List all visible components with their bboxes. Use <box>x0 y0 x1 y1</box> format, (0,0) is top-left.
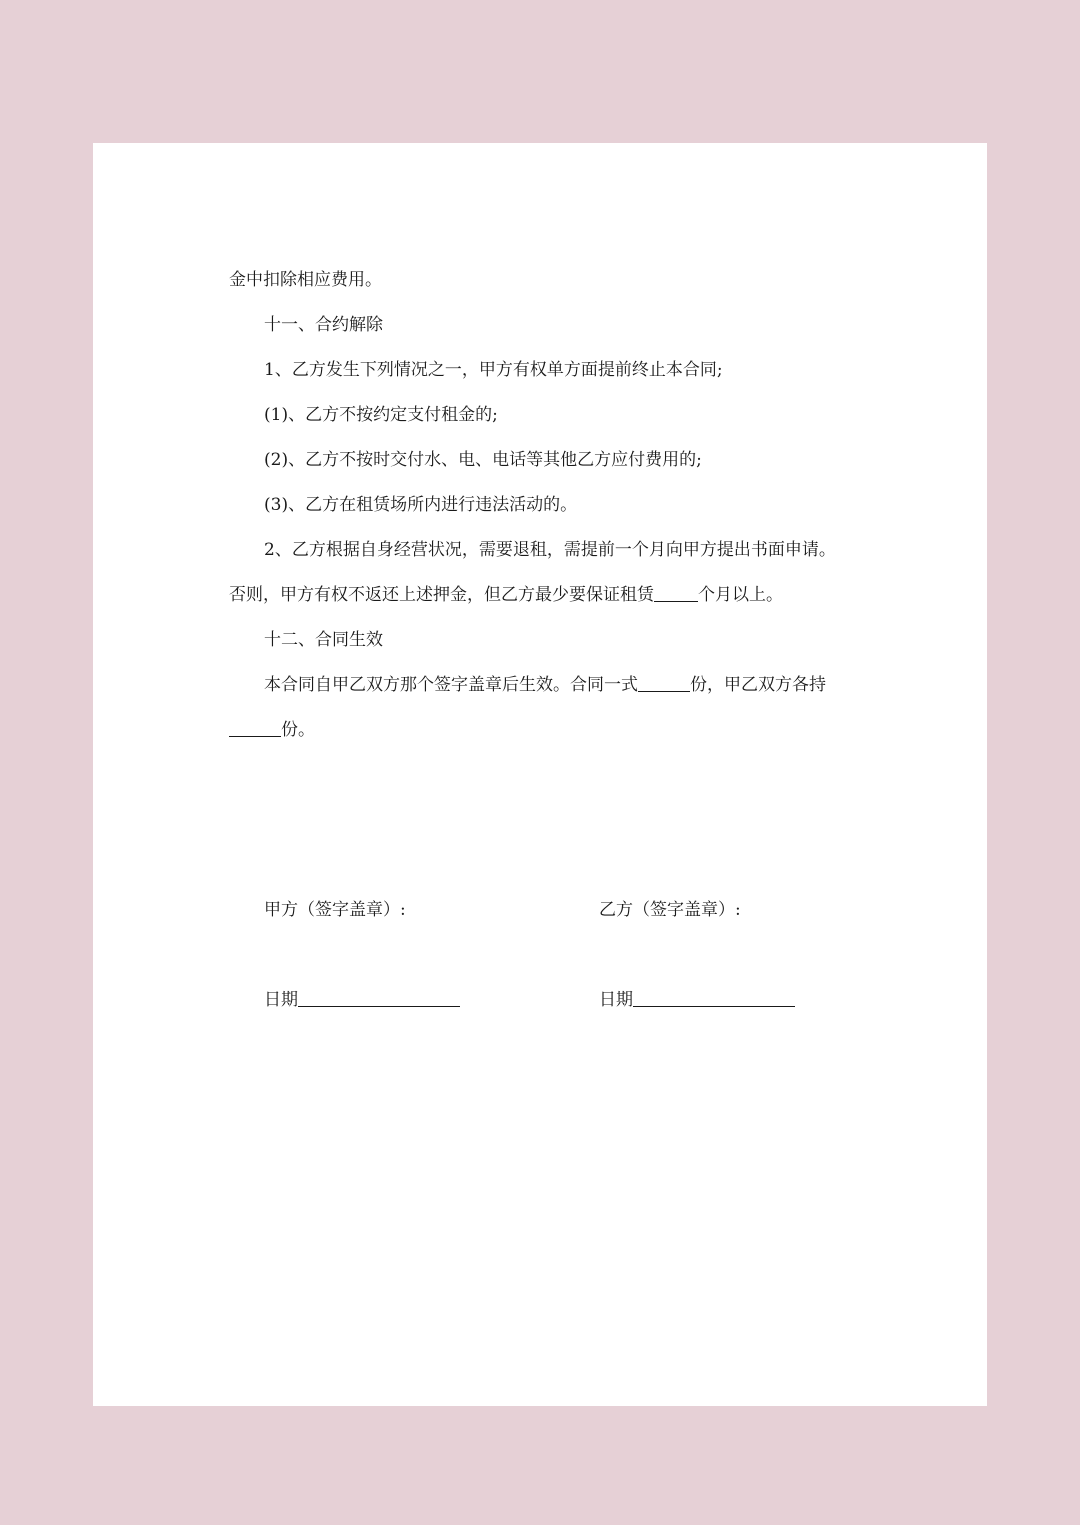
section-12-title: 十二、合同生效 <box>264 630 383 650</box>
party-a-signature-label: 甲方（签字盖章）: <box>264 900 406 920</box>
text-line-6: (3)、乙方在租赁场所内进行违法活动的。 <box>264 495 578 515</box>
text-line-11-part-1: 份。 <box>281 720 315 740</box>
party-b-signature-label: 乙方（签字盖章）: <box>599 900 741 920</box>
fill-blank-copies-each <box>229 718 281 737</box>
text-line-8-part-2: 个月以上。 <box>698 585 783 605</box>
party-b-date-line <box>633 988 795 1007</box>
party-a-date-label: 日期 <box>264 990 298 1010</box>
fill-blank-months <box>654 583 698 602</box>
text-line-10 <box>264 673 826 697</box>
text-line-1: 金中扣除相应费用。 <box>229 270 382 290</box>
party-b-date-row <box>599 988 795 1012</box>
text-line-3: 1、乙方发生下列情况之一，甲方有权单方面提前终止本合同; <box>264 360 723 380</box>
text-line-10-part-2: 份，甲乙双方各持 <box>690 675 826 695</box>
text-line-7: 2、乙方根据自身经营状况，需要退租，需提前一个月向甲方提出书面申请。 <box>264 540 836 560</box>
party-a-date-row <box>264 988 460 1012</box>
text-line-4: (1)、乙方不按约定支付租金的; <box>264 405 498 425</box>
party-a-date-line <box>298 988 460 1007</box>
text-line-8-part-1: 否则，甲方有权不返还上述押金，但乙方最少要保证租赁 <box>229 585 654 605</box>
text-line-5: (2)、乙方不按时交付水、电、电话等其他乙方应付费用的; <box>264 450 702 470</box>
party-b-date-label: 日期 <box>599 990 633 1010</box>
fill-blank-copies <box>638 673 690 692</box>
document-page <box>93 143 987 1406</box>
text-line-8 <box>229 583 783 607</box>
section-11-title: 十一、合约解除 <box>264 315 383 335</box>
text-line-10-part-1: 本合同自甲乙双方那个签字盖章后生效。合同一式 <box>264 675 638 695</box>
text-line-11 <box>229 718 315 742</box>
